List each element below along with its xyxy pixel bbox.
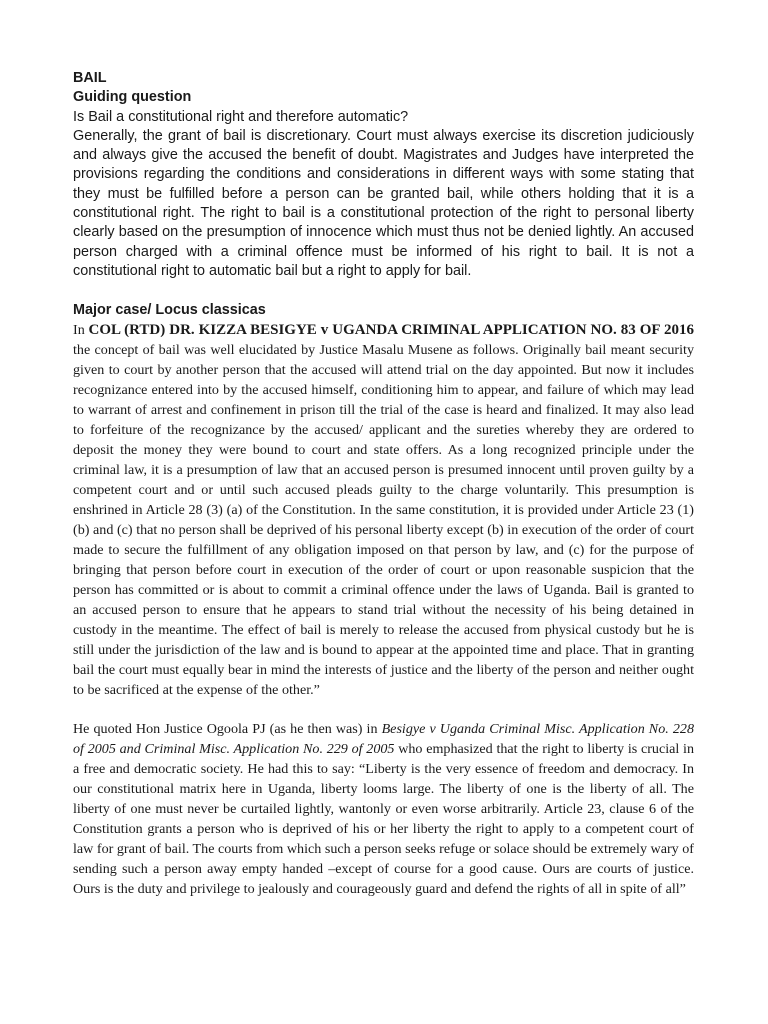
case-name: COL (RTD) DR. KIZZA BESIGYE v UGANDA CRIMINAL APPLICATION NO. 83 OF 2016 bbox=[88, 322, 694, 339]
intro-section bbox=[73, 69, 694, 281]
document-page bbox=[73, 69, 694, 899]
quote-body: who emphasized that the right to liberty is crucial in a free and democratic society. He had this to say: “Liberty is the very essence of freedom and democracy. In our constitutional matrix here in Uganda, liberty looms large. The liberty of one is the liberty of all. The liberty of one must never be curtailed lightly, wantonly or even worse arbitrarily. Article 23, clause 6 of the Constitution grants a person who is deprived of his or her liberty the right to apply to a competent court of law for grant of bail. The courts from which such a person seeks refuge or solace should be extremely wary of sending such a person away empty handed –except of course for a good cause. Ours are courts of justice. Ours is the duty and privilege to jealously and courageously guard and defend the rights of all in spite of all” bbox=[73, 741, 694, 898]
case-prefix: In bbox=[73, 322, 89, 339]
intro-paragraph: Generally, the grant of bail is discretionary. Court must always exercise its discretion judiciously and always give the accused the benefit of doubt. Magistrates and Judges have interpreted the provisions regarding the conditions and considerations in different ways with some stating that they must be fulfilled before a person can be granted bail, while others holding that it is a constitutional right. The right to bail is a constitutional protection of the right to personal liberty clearly based on the presumption of innocence which must thus not be denied lightly. An accused person charged with a criminal offence must be informed of his right to bail. It is not a constitutional right to automatic bail but a right to apply for bail. bbox=[73, 127, 694, 279]
document-title: BAIL bbox=[73, 70, 107, 86]
major-case-heading: Major case/ Locus classicas bbox=[73, 302, 266, 319]
guiding-question-heading: Guiding question bbox=[73, 89, 192, 106]
quote-prefix: He quoted Hon Justice Ogoola PJ (as he then was) in bbox=[73, 721, 382, 738]
spacer bbox=[73, 700, 694, 719]
case-paragraph bbox=[73, 320, 694, 700]
spacer bbox=[73, 281, 694, 300]
case-body: the concept of bail was well elucidated by Justice Masalu Musene as follows. Originally bail meant security given to court by another person that the accused will attend trial on the day appointed. But now it includes recognizance entered into by the accused himself, conditioning him to appear, and failure of which may lead to warrant of arrest and confinement in prison till the trial of the case is heard and finalized. It may also lead to forfeiture of the recognizance by the accused/ applicant and the sureties whereby they are ordered to deposit the money they were bound to court and state offers. As a long recognized principle under the criminal law, it is a presumption of law that an accused person is presumed innocent until proven guilty by a competent court and or until such accused pleads guilty to the charge voluntarily. This presumption is enshrined in Article 28 (3) (a) of the Constitution. In the same constitution, it is provided under Article 23 (1) (b) and (c) that no person shall be deprived of his personal liberty except (b) in execution of the order of court made to secure the fulfillment of any obligation imposed on that person by law, and (c) for the purpose of bringing that person before court in execution of the order of court or upon reasonable suspicion that the person has committed or is about to commit a criminal offence under the laws of Uganda. Bail is granted to an accused person to ensure that he appears to stand trial without the necessity of his being detained in custody in the meantime. The effect of bail is merely to release the accused from physical custody but he is still under the jurisdiction of the law and is bound to appear at the appointed time and place. That in granting bail the court must equally bear in mind the interests of justice and the liberty of the person and neither ought to be sacrificed at the expense of the other.” bbox=[73, 342, 694, 699]
case-citation: Besigye v Uganda Criminal Misc. Application No. 228 of 2005 and Criminal Misc. Application No. 229 of 2005 bbox=[73, 721, 694, 758]
quote-paragraph bbox=[73, 719, 694, 899]
guiding-question: Is Bail a constitutional right and therefore automatic? bbox=[73, 108, 409, 125]
